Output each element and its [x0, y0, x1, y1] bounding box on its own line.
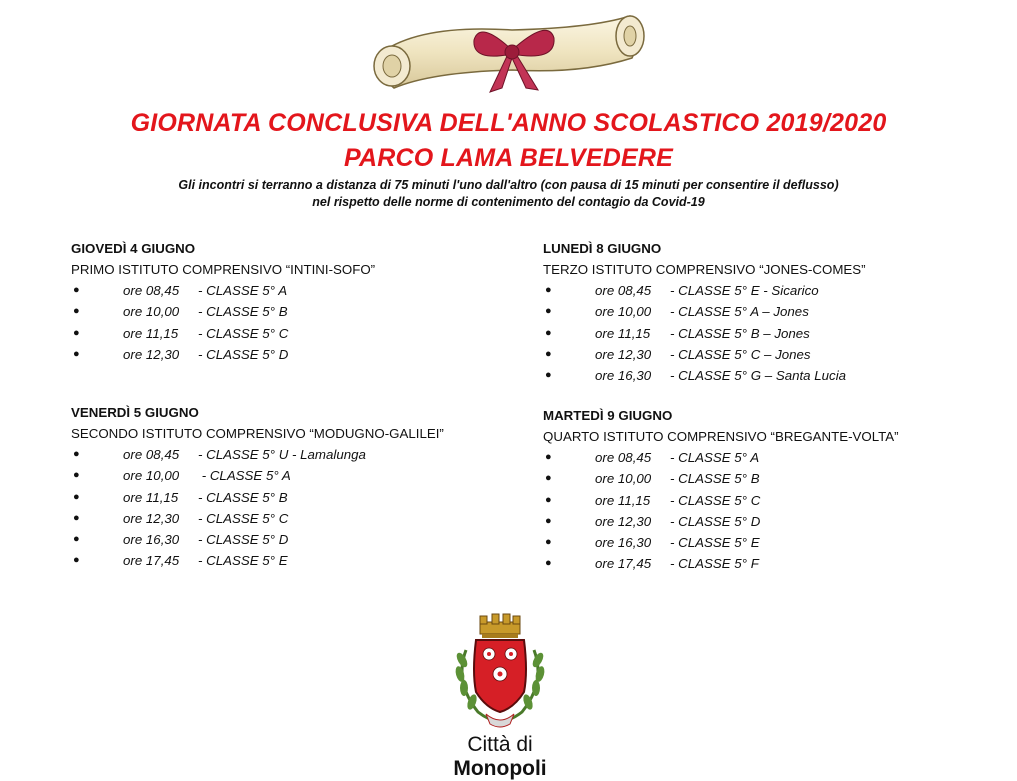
page-title: GIORNATA CONCLUSIVA DELL'ANNO SCOLASTICO 2019/2020 [130, 109, 887, 137]
class-label: - CLASSE 5° D [198, 346, 289, 362]
list-item [71, 444, 444, 465]
time-label: ore 10,00 [123, 468, 180, 484]
bullet-icon: ● [545, 305, 552, 318]
time-list [71, 444, 444, 572]
bullet-icon: ● [545, 514, 552, 527]
bullet-icon: ● [545, 451, 552, 463]
time-label: ore 12,30 [595, 346, 652, 362]
schedule-block-martedi [543, 405, 899, 575]
list-item [543, 447, 899, 468]
time-label: ore 10,00 [595, 471, 652, 487]
list-item [543, 280, 866, 301]
time-label: ore 12,30 [123, 510, 180, 526]
class-label: - CLASSE 5° B [198, 304, 288, 320]
time-label: ore 11,15 [595, 325, 651, 341]
time-label: ore 17,45 [595, 556, 652, 572]
class-label: - CLASSE 5° A [198, 283, 288, 298]
time-label: ore 12,30 [595, 513, 652, 529]
class-label: - CLASSE 5° B [670, 471, 760, 487]
time-label: ore 16,30 [123, 532, 180, 548]
time-label: ore 16,30 [595, 535, 652, 551]
school-name: PRIMO ISTITUTO COMPRENSIVO “INTINI-SOFO” [71, 262, 376, 277]
bullet-icon: ● [545, 326, 552, 339]
class-label: - CLASSE 5° A – Jones [670, 304, 809, 320]
bullet-icon: ● [73, 469, 80, 482]
time-label: ore 10,00 [123, 304, 180, 320]
city-name [428, 733, 572, 781]
day-heading: MARTEDÌ 9 GIUGNO [543, 408, 673, 423]
bullet-icon: ● [545, 493, 552, 506]
time-label: ore 10,00 [595, 304, 652, 320]
class-label: - CLASSE 5° A [670, 450, 760, 465]
bullet-icon: ● [73, 511, 80, 524]
list-item [71, 344, 375, 365]
time-label: ore 11,15 [123, 325, 179, 341]
coat-of-arms-icon [448, 612, 552, 732]
class-label: - CLASSE 5° F [670, 556, 759, 572]
bullet-icon: ● [73, 326, 80, 339]
list-item [71, 550, 444, 571]
day-heading: GIOVEDÌ 4 GIUGNO [71, 241, 196, 256]
time-label: ore 11,15 [595, 492, 651, 508]
list-item [543, 490, 899, 511]
class-label: - CLASSE 5° B [198, 489, 288, 505]
bullet-icon: ● [73, 284, 80, 296]
list-item [71, 301, 375, 322]
bullet-icon: ● [73, 554, 80, 567]
day-heading: VENERDÌ 5 GIUGNO [71, 405, 199, 420]
list-item [543, 468, 899, 489]
venue-title: PARCO LAMA BELVEDERE [343, 144, 674, 172]
school-name: SECONDO ISTITUTO COMPRENSIVO “MODUGNO-GALILEI” [71, 426, 444, 441]
class-label: - CLASSE 5° C [670, 492, 761, 508]
subtitle-line-1: Gli incontri si terranno a distanza di 75 minuti l'uno dall'altro (con pausa di 15 minuti per consentire il deflusso) [178, 178, 839, 192]
list-item [543, 323, 866, 344]
list-item [543, 511, 899, 532]
school-name: QUARTO ISTITUTO COMPRENSIVO “BREGANTE-VOLTA” [543, 429, 899, 444]
diploma-scroll-icon [362, 4, 652, 96]
time-label: ore 08,45 [595, 283, 652, 298]
bullet-icon: ● [545, 284, 552, 296]
list-item [543, 344, 866, 365]
time-list [71, 280, 375, 365]
bullet-icon: ● [545, 536, 552, 549]
city-label: Monopoli [453, 757, 547, 780]
time-label: ore 08,45 [595, 450, 652, 465]
list-item [543, 532, 899, 553]
class-label: - CLASSE 5° C [198, 325, 289, 341]
list-item [543, 301, 866, 322]
schedule-block-venerdi [71, 402, 444, 572]
bullet-icon: ● [545, 472, 552, 485]
bullet-icon: ● [545, 557, 552, 570]
class-label: - CLASSE 5° C – Jones [670, 346, 811, 362]
bullet-icon: ● [73, 533, 80, 546]
class-label: - CLASSE 5° A [198, 468, 291, 484]
schedule-block-giovedi [71, 238, 375, 365]
time-label: ore 08,45 [123, 283, 180, 298]
class-label: - CLASSE 5° G – Santa Lucia [670, 368, 847, 384]
list-item [543, 553, 899, 574]
school-name: TERZO ISTITUTO COMPRENSIVO “JONES-COMES” [543, 262, 866, 277]
time-list [543, 447, 899, 575]
class-label: - CLASSE 5° D [670, 513, 761, 529]
class-label: - CLASSE 5° C [198, 510, 289, 526]
schedule-block-lunedi [543, 238, 866, 386]
list-item [71, 323, 375, 344]
bullet-icon: ● [73, 305, 80, 318]
bullet-icon: ● [73, 347, 80, 360]
time-label: ore 12,30 [123, 346, 180, 362]
class-label: - CLASSE 5° B – Jones [670, 325, 810, 341]
bullet-icon: ● [73, 490, 80, 503]
day-heading: LUNEDÌ 8 GIUGNO [543, 241, 662, 256]
time-label: ore 17,45 [123, 553, 180, 569]
list-item [71, 465, 444, 486]
class-label: - CLASSE 5° U - Lamalunga [198, 447, 366, 462]
time-label: ore 08,45 [123, 447, 180, 462]
bullet-icon: ● [73, 448, 80, 460]
subtitle-line-2: nel rispetto delle norme di contenimento del contagio da Covid-19 [312, 195, 705, 209]
list-item [71, 529, 444, 550]
class-label: - CLASSE 5° E - Sicarico [670, 283, 819, 298]
list-item [71, 487, 444, 508]
list-item [71, 508, 444, 529]
class-label: - CLASSE 5° D [198, 532, 289, 548]
list-item [71, 280, 375, 301]
class-label: - CLASSE 5° E [670, 535, 760, 551]
city-prefix: Città di [467, 733, 533, 756]
list-item [543, 365, 866, 386]
time-label: ore 16,30 [595, 368, 652, 384]
time-label: ore 11,15 [123, 489, 179, 505]
class-label: - CLASSE 5° E [198, 553, 288, 569]
time-list [543, 280, 866, 386]
bullet-icon: ● [545, 347, 552, 360]
bullet-icon: ● [545, 369, 552, 382]
